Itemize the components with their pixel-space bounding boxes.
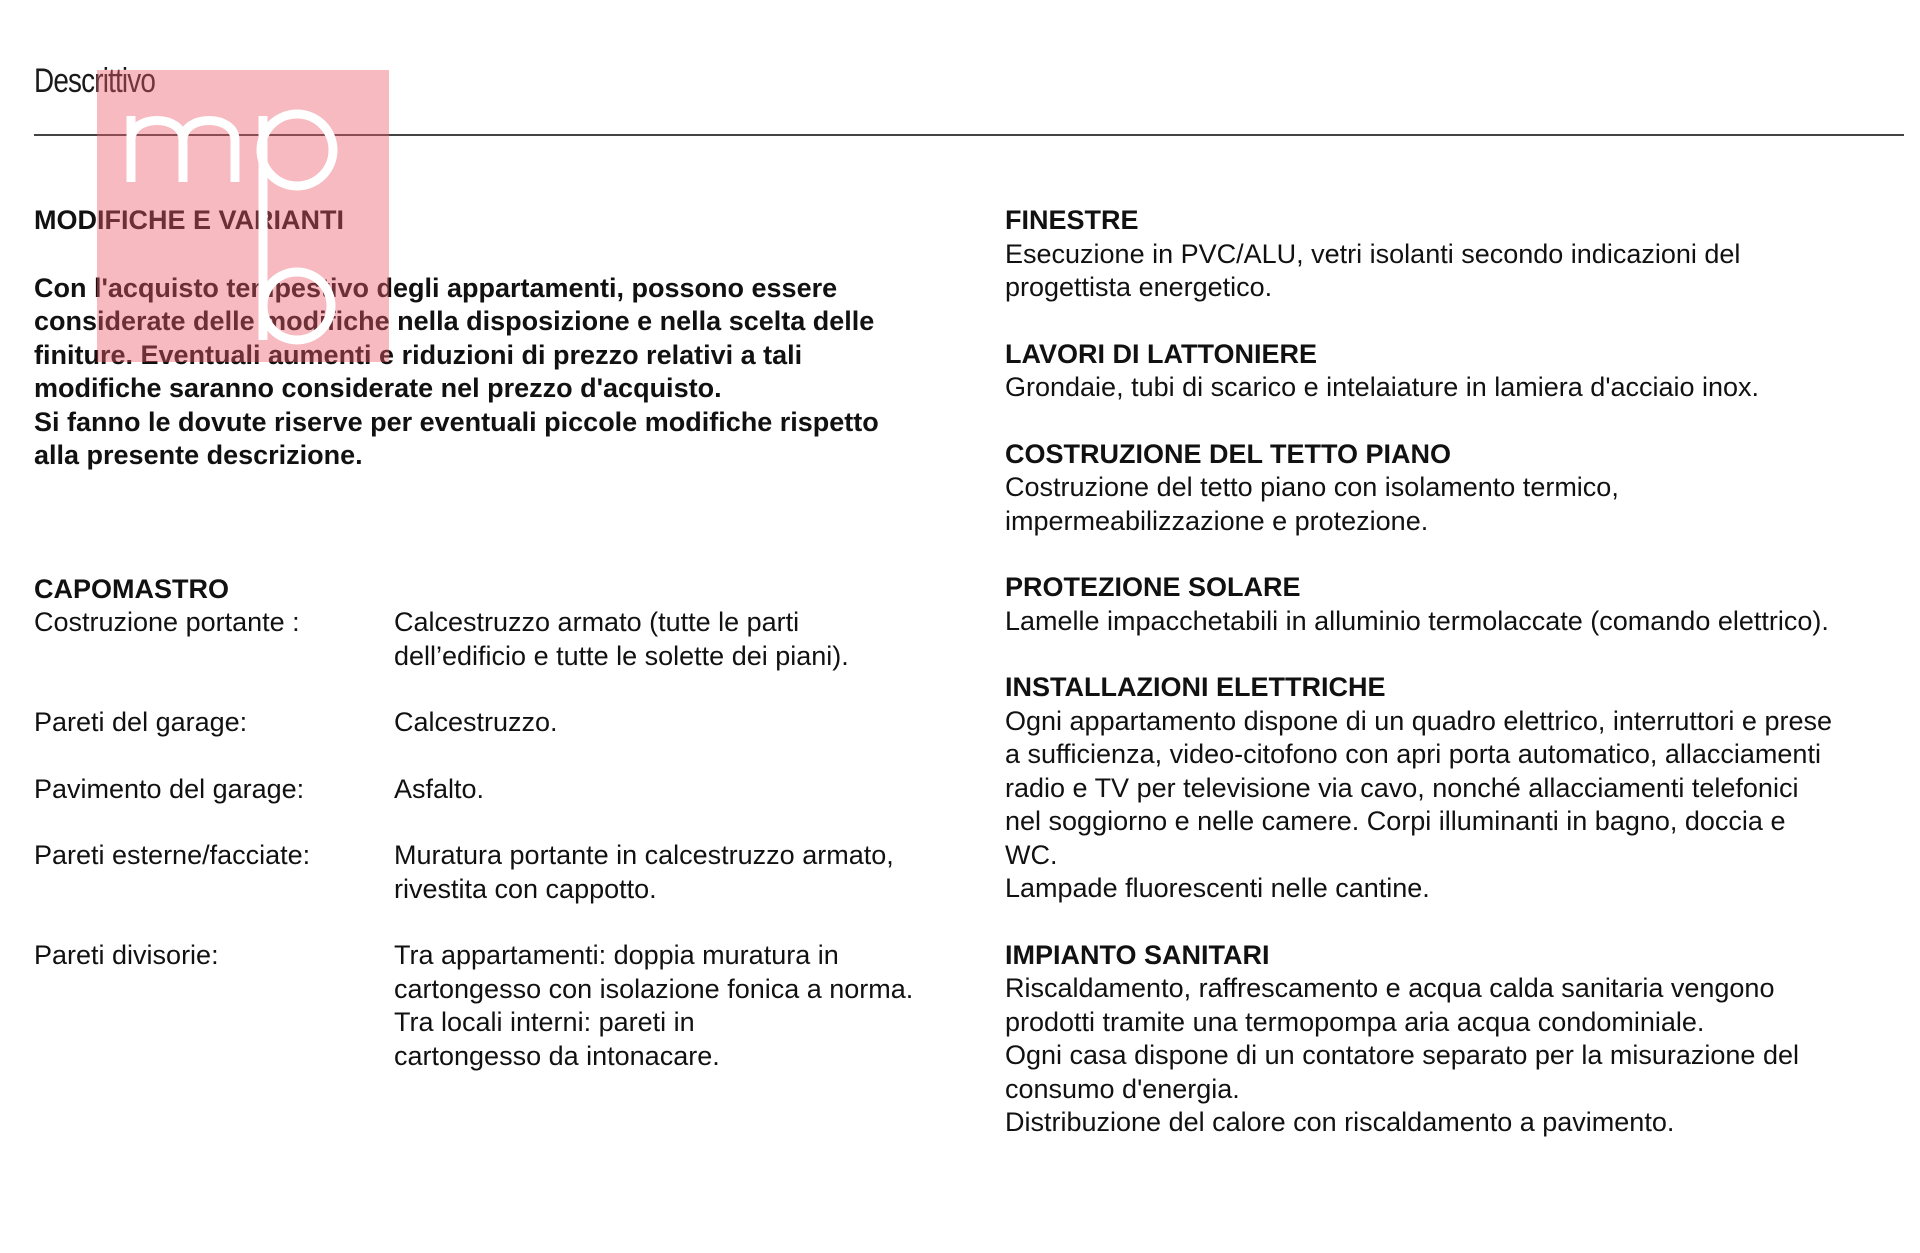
- section-heading: COSTRUZIONE DEL TETTO PIANO: [1005, 438, 1452, 469]
- section-body: Costruzione del tetto piano con isolamento termico, impermeabilizzazione e protezione.: [1005, 472, 1619, 536]
- spec-value: Calcestruzzo armato (tutte le parti dell’edificio e tutte le solette dei piani).: [394, 607, 849, 671]
- tetto-piano-section: [1005, 438, 1905, 539]
- protezione-solare-section: [1005, 571, 1905, 638]
- lattoniere-section: [1005, 338, 1905, 405]
- section-heading: FINESTRE: [1005, 205, 1139, 235]
- spec-label: Costruzione portante :: [34, 607, 300, 637]
- section-heading: LAVORI DI LATTONIERE: [1005, 338, 1318, 369]
- section-body: Lamelle impacchetabili in alluminio termolaccate (comando elettrico).: [1005, 605, 1829, 636]
- modifiche-section: [34, 204, 964, 473]
- left-column: [34, 204, 964, 1073]
- spec-value: Muratura portante in calcestruzzo armato, rivestita con cappotto.: [394, 840, 894, 904]
- impianto-sanitari-section: [1005, 939, 1905, 1140]
- spec-value: Asfalto.: [394, 773, 485, 804]
- section-body: Esecuzione in PVC/ALU, vetri isolanti secondo indicazioni del progettista energetico.: [1005, 238, 1741, 302]
- spec-label: Pavimento del garage:: [34, 773, 305, 804]
- spec-row: [34, 606, 964, 673]
- spec-row: [34, 939, 964, 1073]
- section-heading: INSTALLAZIONI ELETTRICHE: [1005, 672, 1386, 702]
- spec-row: [34, 773, 964, 807]
- installazioni-elettriche-section: [1005, 671, 1905, 906]
- modifiche-paragraph: Con l'acquisto tempestivo degli appartamenti, possono essere considerate delle modifiche nella disposizione e nella scelta delle finiture. Eventuali aumenti e riduzioni di prezzo relativi a tali modifiche saranno considerate nel prezzo d'acquisto. Si fanno le dovute riserve per eventuali piccole modifiche rispetto alla presente descrizione.: [34, 272, 879, 470]
- right-column: [1005, 204, 1905, 1140]
- section-body: Riscaldamento, raffrescamento e acqua calda sanitaria vengono prodotti tramite una termopompa aria acqua condominiale. Ogni casa dispone di un contatore separato per la misurazione del consumo d'energia. Distribuzione del calore con riscaldamento a pavimento.: [1005, 973, 1799, 1137]
- spec-label: Pareti esterne/facciate:: [34, 840, 311, 870]
- spec-label: Pareti del garage:: [34, 707, 248, 737]
- header-divider: [34, 134, 1904, 136]
- spec-label: Pareti divisorie:: [34, 940, 219, 970]
- spec-value: Calcestruzzo.: [394, 707, 558, 737]
- spec-row: [34, 839, 964, 906]
- section-heading: IMPIANTO SANITARI: [1005, 939, 1270, 970]
- spec-value: Tra appartamenti: doppia muratura in cartongesso con isolazione fonica a norma. Tra locali interni: pareti in cartongesso da intonacare.: [394, 940, 914, 1071]
- page-title: Descrittivo: [34, 62, 156, 100]
- capomastro-section: [34, 573, 964, 1074]
- modifiche-heading: MODIFICHE E VARIANTI: [34, 205, 344, 235]
- spec-row: [34, 706, 964, 740]
- section-heading: PROTEZIONE SOLARE: [1005, 572, 1301, 602]
- section-body: Ogni appartamento dispone di un quadro elettrico, interruttori e prese a sufficienza, video-citofono con apri porta automatico, allacciamenti radio e TV per televisione via cavo, nonché allacciamenti telefonici nel soggiorno e nelle camere. Corpi illuminanti in bagno, doccia e WC. Lampade fluorescenti nelle cantine.: [1005, 705, 1832, 903]
- finestre-section: [1005, 204, 1905, 305]
- section-body: Grondaie, tubi di scarico e intelaiature in lamiera d'acciaio inox.: [1005, 372, 1760, 402]
- capomastro-heading: CAPOMASTRO: [34, 573, 229, 604]
